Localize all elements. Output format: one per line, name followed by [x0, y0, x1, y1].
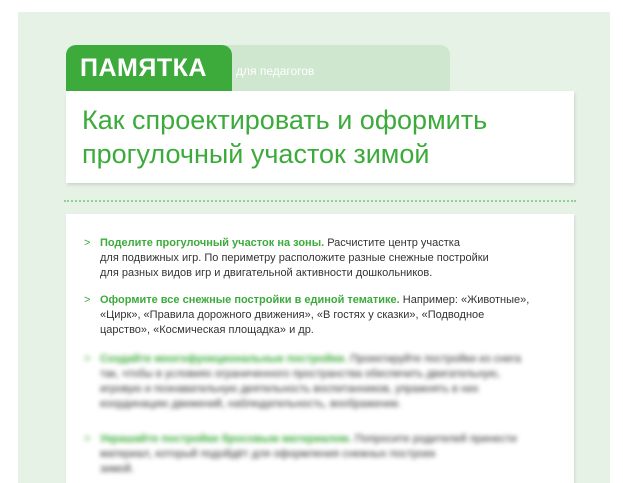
item-line: координацию движений, наблюдательность, воображение. — [100, 398, 402, 410]
tab-title: ПАМЯТКА — [66, 45, 232, 91]
arrow-bullet-icon: > — [84, 237, 91, 249]
item-highlight: Создайте многофункциональные постройки. — [100, 353, 348, 365]
item-line: Попросите родителей принести — [351, 433, 517, 445]
item-highlight: Поделите прогулочный участок на зоны. — [100, 237, 325, 249]
title-line-1: Как спроектировать и оформить — [82, 105, 488, 135]
item-line: так, чтобы в условиях ограниченного пространства обеспечить двигательную, — [100, 368, 501, 380]
item-line: Расчистите центр участка — [324, 237, 460, 249]
page-title — [66, 91, 574, 183]
arrow-bullet-icon: > — [84, 433, 91, 445]
content-card — [66, 214, 574, 483]
item-highlight: Украшайте постройки бросовым материалом. — [100, 433, 352, 445]
item-line: материал, который подойдёт для оформления снежных построек — [100, 448, 436, 460]
item-line: зимой. — [100, 463, 135, 475]
title-line-2: прогулочный участок зимой — [82, 139, 430, 169]
list-item — [84, 293, 554, 338]
item-line: для подвижных игр. По периметру расположите разные снежные постройки — [100, 252, 489, 264]
item-line: игровую и познавательную деятельность воспитанников, упражнять в них — [100, 383, 479, 395]
item-line: «Цирк», «Правила дорожного движения», «В гостях у сказки», «Подводное — [100, 309, 485, 321]
item-line: Проектируйте постройки из снега — [347, 353, 522, 365]
item-line: Например: «Животные», — [399, 294, 530, 306]
list-item — [84, 352, 554, 412]
dotted-divider — [64, 200, 576, 202]
tab-subtitle: для педагогов — [224, 45, 450, 91]
item-line: для разных видов игр и двигательной активности дошкольников. — [100, 267, 433, 279]
item-line: царство», «Космическая площадка» и др. — [100, 324, 314, 336]
arrow-bullet-icon: > — [84, 353, 91, 365]
list-item — [84, 432, 554, 477]
item-highlight: Оформите все снежные постройки в единой тематике. — [100, 294, 400, 306]
arrow-bullet-icon: > — [84, 294, 91, 306]
list-item — [84, 236, 554, 281]
